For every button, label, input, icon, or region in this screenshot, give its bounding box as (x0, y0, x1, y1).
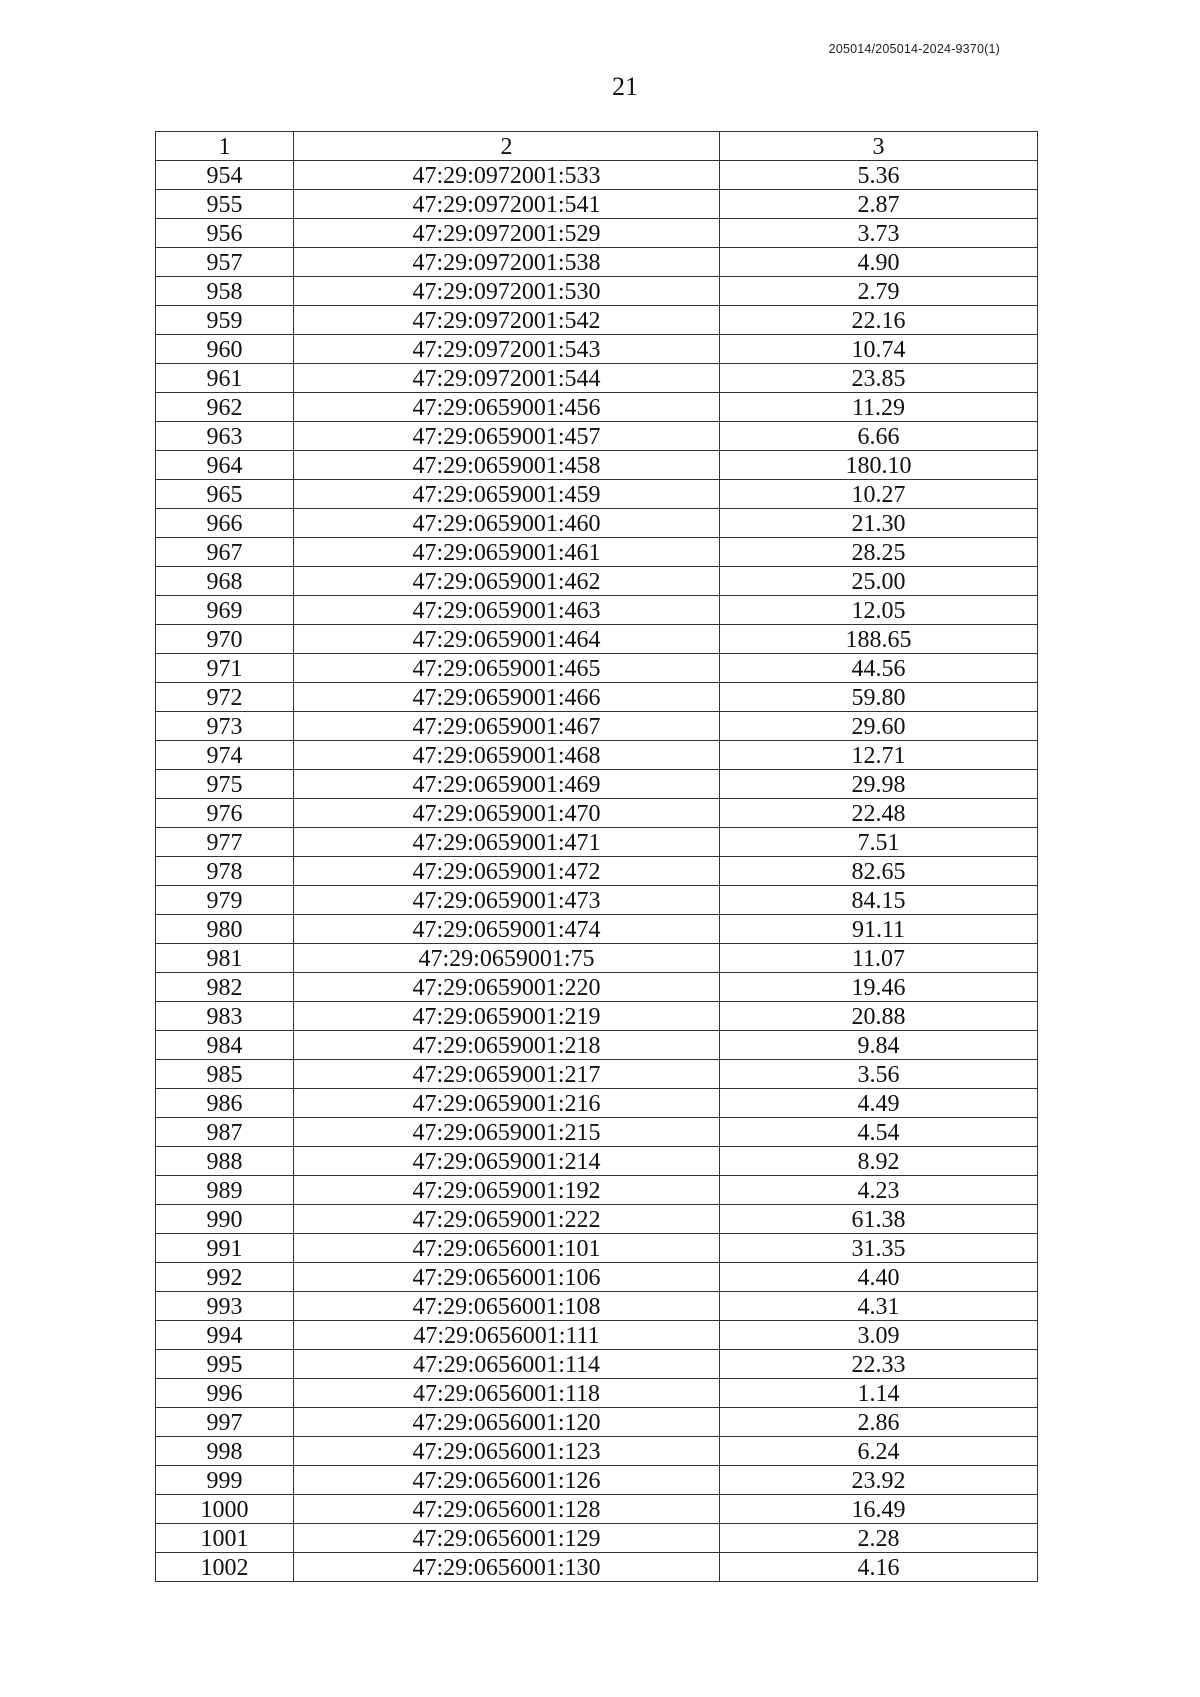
area-cell: 3.73 (720, 219, 1038, 248)
table-row (156, 1350, 1038, 1379)
table-row (156, 1263, 1038, 1292)
table-row (156, 248, 1038, 277)
table-row (156, 393, 1038, 422)
row-number-cell: 956 (156, 219, 294, 248)
area-cell: 4.23 (720, 1176, 1038, 1205)
row-number-cell: 986 (156, 1089, 294, 1118)
area-cell: 23.85 (720, 364, 1038, 393)
table-row (156, 1495, 1038, 1524)
cadastral-number-cell: 47:29:0659001:461 (294, 538, 720, 567)
row-number-cell: 980 (156, 915, 294, 944)
cadastral-number-cell: 47:29:0659001:220 (294, 973, 720, 1002)
cadastral-number-cell: 47:29:0659001:75 (294, 944, 720, 973)
row-number-cell: 954 (156, 161, 294, 190)
page-number: 21 (612, 72, 638, 101)
row-number-cell: 961 (156, 364, 294, 393)
table-row (156, 1060, 1038, 1089)
area-cell: 16.49 (720, 1495, 1038, 1524)
table-row (156, 741, 1038, 770)
cadastral-number-cell: 47:29:0659001:458 (294, 451, 720, 480)
row-number-cell: 1001 (156, 1524, 294, 1553)
cadastral-number-cell: 47:29:0972001:529 (294, 219, 720, 248)
area-cell: 22.33 (720, 1350, 1038, 1379)
cadastral-number-cell: 47:29:0659001:472 (294, 857, 720, 886)
cadastral-number-cell: 47:29:0656001:118 (294, 1379, 720, 1408)
row-number-cell: 960 (156, 335, 294, 364)
area-cell: 12.71 (720, 741, 1038, 770)
table-row (156, 161, 1038, 190)
row-number-cell: 965 (156, 480, 294, 509)
table-row (156, 1234, 1038, 1263)
row-number-cell: 976 (156, 799, 294, 828)
area-cell: 22.16 (720, 306, 1038, 335)
row-number-cell: 970 (156, 625, 294, 654)
area-cell: 84.15 (720, 886, 1038, 915)
table-row (156, 1031, 1038, 1060)
table-row (156, 567, 1038, 596)
cadastral-number-cell: 47:29:0656001:106 (294, 1263, 720, 1292)
cadastral-number-cell: 47:29:0656001:129 (294, 1524, 720, 1553)
area-cell: 4.40 (720, 1263, 1038, 1292)
row-number-cell: 994 (156, 1321, 294, 1350)
row-number-cell: 999 (156, 1466, 294, 1495)
cadastral-number-cell: 47:29:0659001:468 (294, 741, 720, 770)
table-row (156, 857, 1038, 886)
cadastral-number-cell: 47:29:0972001:530 (294, 277, 720, 306)
cadastral-number-cell: 47:29:0972001:538 (294, 248, 720, 277)
area-cell: 4.16 (720, 1553, 1038, 1582)
cadastral-number-cell: 47:29:0656001:114 (294, 1350, 720, 1379)
area-cell: 82.65 (720, 857, 1038, 886)
table-row (156, 712, 1038, 741)
table-row (156, 944, 1038, 973)
table-row (156, 770, 1038, 799)
table-row (156, 1089, 1038, 1118)
table-row (156, 509, 1038, 538)
table-row (156, 1553, 1038, 1582)
table-body (156, 161, 1038, 1582)
cadastral-number-cell: 47:29:0659001:474 (294, 915, 720, 944)
cadastral-number-cell: 47:29:0972001:541 (294, 190, 720, 219)
cadastral-number-cell: 47:29:0659001:471 (294, 828, 720, 857)
row-number-cell: 996 (156, 1379, 294, 1408)
cadastral-number-cell: 47:29:0659001:469 (294, 770, 720, 799)
row-number-cell: 966 (156, 509, 294, 538)
cadastral-number-cell: 47:29:0656001:123 (294, 1437, 720, 1466)
area-cell: 180.10 (720, 451, 1038, 480)
area-cell: 7.51 (720, 828, 1038, 857)
area-cell: 44.56 (720, 654, 1038, 683)
area-cell: 8.92 (720, 1147, 1038, 1176)
row-number-cell: 987 (156, 1118, 294, 1147)
row-number-cell: 989 (156, 1176, 294, 1205)
table-row (156, 828, 1038, 857)
area-cell: 10.27 (720, 480, 1038, 509)
cadastral-number-cell: 47:29:0659001:192 (294, 1176, 720, 1205)
cadastral-number-cell: 47:29:0659001:460 (294, 509, 720, 538)
area-cell: 25.00 (720, 567, 1038, 596)
area-cell: 6.66 (720, 422, 1038, 451)
area-cell: 6.24 (720, 1437, 1038, 1466)
table-row (156, 306, 1038, 335)
table-row (156, 335, 1038, 364)
area-cell: 4.54 (720, 1118, 1038, 1147)
area-cell: 29.60 (720, 712, 1038, 741)
table-row (156, 625, 1038, 654)
row-number-cell: 955 (156, 190, 294, 219)
row-number-cell: 975 (156, 770, 294, 799)
table-row (156, 1205, 1038, 1234)
parcel-table (155, 131, 1038, 1582)
table-header-row (156, 132, 1038, 161)
table-row (156, 277, 1038, 306)
cadastral-number-cell: 47:29:0659001:462 (294, 567, 720, 596)
area-cell: 29.98 (720, 770, 1038, 799)
area-cell: 59.80 (720, 683, 1038, 712)
cadastral-number-cell: 47:29:0659001:470 (294, 799, 720, 828)
cadastral-number-cell: 47:29:0659001:216 (294, 1089, 720, 1118)
area-cell: 2.79 (720, 277, 1038, 306)
cadastral-number-cell: 47:29:0656001:126 (294, 1466, 720, 1495)
row-number-cell: 963 (156, 422, 294, 451)
table-row (156, 1408, 1038, 1437)
area-cell: 4.31 (720, 1292, 1038, 1321)
table-row (156, 799, 1038, 828)
row-number-cell: 969 (156, 596, 294, 625)
area-cell: 91.11 (720, 915, 1038, 944)
row-number-cell: 993 (156, 1292, 294, 1321)
cadastral-number-cell: 47:29:0659001:215 (294, 1118, 720, 1147)
row-number-cell: 964 (156, 451, 294, 480)
table-row (156, 1292, 1038, 1321)
cadastral-number-cell: 47:29:0656001:111 (294, 1321, 720, 1350)
area-cell: 61.38 (720, 1205, 1038, 1234)
cadastral-number-cell: 47:29:0972001:542 (294, 306, 720, 335)
table-row (156, 1118, 1038, 1147)
row-number-cell: 971 (156, 654, 294, 683)
cadastral-number-cell: 47:29:0972001:544 (294, 364, 720, 393)
row-number-cell: 983 (156, 1002, 294, 1031)
cadastral-number-cell: 47:29:0659001:466 (294, 683, 720, 712)
row-number-cell: 977 (156, 828, 294, 857)
area-cell: 12.05 (720, 596, 1038, 625)
cadastral-number-cell: 47:29:0656001:108 (294, 1292, 720, 1321)
table-row (156, 683, 1038, 712)
area-cell: 2.28 (720, 1524, 1038, 1553)
cadastral-number-cell: 47:29:0659001:456 (294, 393, 720, 422)
row-number-cell: 1002 (156, 1553, 294, 1582)
column-header-2: 2 (294, 132, 720, 161)
document-id: 205014/205014-2024-9370(1) (828, 42, 1000, 56)
area-cell: 4.90 (720, 248, 1038, 277)
column-header-3: 3 (720, 132, 1038, 161)
area-cell: 21.30 (720, 509, 1038, 538)
row-number-cell: 997 (156, 1408, 294, 1437)
area-cell: 19.46 (720, 973, 1038, 1002)
row-number-cell: 992 (156, 1263, 294, 1292)
table-row (156, 364, 1038, 393)
table-row (156, 1002, 1038, 1031)
cadastral-number-cell: 47:29:0659001:465 (294, 654, 720, 683)
table-row (156, 596, 1038, 625)
area-cell: 2.87 (720, 190, 1038, 219)
table-row (156, 1321, 1038, 1350)
row-number-cell: 979 (156, 886, 294, 915)
cadastral-number-cell: 47:29:0659001:464 (294, 625, 720, 654)
cadastral-number-cell: 47:29:0659001:219 (294, 1002, 720, 1031)
table-row (156, 422, 1038, 451)
table-row (156, 538, 1038, 567)
area-cell: 1.14 (720, 1379, 1038, 1408)
table-row (156, 1524, 1038, 1553)
cadastral-number-cell: 47:29:0659001:467 (294, 712, 720, 741)
row-number-cell: 981 (156, 944, 294, 973)
area-cell: 23.92 (720, 1466, 1038, 1495)
row-number-cell: 959 (156, 306, 294, 335)
cadastral-number-cell: 47:29:0656001:120 (294, 1408, 720, 1437)
cadastral-number-cell: 47:29:0659001:218 (294, 1031, 720, 1060)
row-number-cell: 957 (156, 248, 294, 277)
area-cell: 5.36 (720, 161, 1038, 190)
area-cell: 188.65 (720, 625, 1038, 654)
cadastral-number-cell: 47:29:0972001:543 (294, 335, 720, 364)
row-number-cell: 1000 (156, 1495, 294, 1524)
cadastral-number-cell: 47:29:0659001:457 (294, 422, 720, 451)
row-number-cell: 958 (156, 277, 294, 306)
row-number-cell: 985 (156, 1060, 294, 1089)
table-row (156, 886, 1038, 915)
table-row (156, 915, 1038, 944)
row-number-cell: 967 (156, 538, 294, 567)
cadastral-number-cell: 47:29:0656001:101 (294, 1234, 720, 1263)
area-cell: 11.29 (720, 393, 1038, 422)
row-number-cell: 982 (156, 973, 294, 1002)
cadastral-number-cell: 47:29:0659001:214 (294, 1147, 720, 1176)
area-cell: 3.09 (720, 1321, 1038, 1350)
row-number-cell: 991 (156, 1234, 294, 1263)
area-cell: 11.07 (720, 944, 1038, 973)
table-row (156, 973, 1038, 1002)
cadastral-number-cell: 47:29:0659001:473 (294, 886, 720, 915)
row-number-cell: 978 (156, 857, 294, 886)
row-number-cell: 988 (156, 1147, 294, 1176)
cadastral-number-cell: 47:29:0656001:130 (294, 1553, 720, 1582)
table-row (156, 190, 1038, 219)
area-cell: 9.84 (720, 1031, 1038, 1060)
table-row (156, 480, 1038, 509)
table-row (156, 1437, 1038, 1466)
area-cell: 28.25 (720, 538, 1038, 567)
area-cell: 3.56 (720, 1060, 1038, 1089)
column-header-1: 1 (156, 132, 294, 161)
cadastral-number-cell: 47:29:0659001:463 (294, 596, 720, 625)
row-number-cell: 990 (156, 1205, 294, 1234)
table-row (156, 1379, 1038, 1408)
cadastral-number-cell: 47:29:0659001:459 (294, 480, 720, 509)
table-row (156, 654, 1038, 683)
area-cell: 4.49 (720, 1089, 1038, 1118)
table-row (156, 1176, 1038, 1205)
cadastral-number-cell: 47:29:0972001:533 (294, 161, 720, 190)
cadastral-number-cell: 47:29:0659001:217 (294, 1060, 720, 1089)
row-number-cell: 995 (156, 1350, 294, 1379)
table-row (156, 451, 1038, 480)
area-cell: 10.74 (720, 335, 1038, 364)
row-number-cell: 974 (156, 741, 294, 770)
row-number-cell: 998 (156, 1437, 294, 1466)
cadastral-number-cell: 47:29:0656001:128 (294, 1495, 720, 1524)
table-row (156, 1466, 1038, 1495)
row-number-cell: 973 (156, 712, 294, 741)
area-cell: 31.35 (720, 1234, 1038, 1263)
row-number-cell: 962 (156, 393, 294, 422)
table-row (156, 1147, 1038, 1176)
row-number-cell: 984 (156, 1031, 294, 1060)
row-number-cell: 968 (156, 567, 294, 596)
area-cell: 2.86 (720, 1408, 1038, 1437)
cadastral-number-cell: 47:29:0659001:222 (294, 1205, 720, 1234)
table-row (156, 219, 1038, 248)
area-cell: 20.88 (720, 1002, 1038, 1031)
area-cell: 22.48 (720, 799, 1038, 828)
row-number-cell: 972 (156, 683, 294, 712)
